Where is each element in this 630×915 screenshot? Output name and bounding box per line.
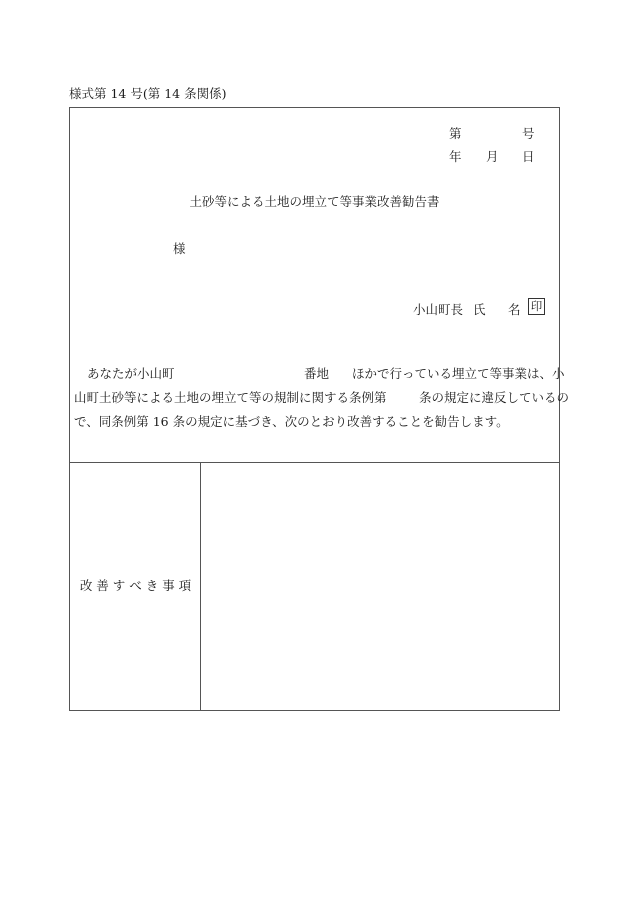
body-line1-b: 番地: [304, 366, 330, 381]
date-year: 年: [449, 149, 462, 164]
document-number-suffix: 号: [522, 126, 535, 141]
seal-mark: 印: [528, 298, 545, 315]
date-month: 月: [486, 149, 499, 164]
issuer-title: 小山町長: [413, 302, 464, 317]
body-line1-a: あなたが小山町: [87, 366, 175, 381]
document-number-prefix: 第: [449, 126, 462, 141]
document-title: 土砂等による土地の埋立て等事業改善勧告書: [189, 194, 440, 209]
improvement-items-field[interactable]: [201, 463, 559, 711]
issuer-name-label-1: 氏: [473, 302, 486, 317]
improvement-items-label-cell: [70, 463, 201, 711]
body-line2-b: 条の規定に違反しているの: [419, 390, 570, 405]
addressee-suffix: 様: [173, 241, 186, 256]
body-line2-a: 山町土砂等による土地の埋立て等の規制に関する条例第: [74, 390, 387, 405]
issuer-name-label-2: 名: [508, 302, 521, 317]
recommendation-form: [69, 107, 570, 711]
body-line3: で、同条例第 16 条の規定に基づき、次のとおり改善することを勧告します。: [74, 414, 509, 429]
improvement-items-section: [70, 462, 559, 711]
form-number: 様式第 14 号(第 14 条関係): [69, 86, 227, 101]
form-upper-section: [70, 108, 570, 462]
date-day: 日: [522, 149, 535, 164]
body-line1-c: ほかで行っている埋立て等事業は、小: [352, 366, 565, 381]
improvement-items-label: 改 善 す べ き 事 項: [79, 578, 192, 593]
